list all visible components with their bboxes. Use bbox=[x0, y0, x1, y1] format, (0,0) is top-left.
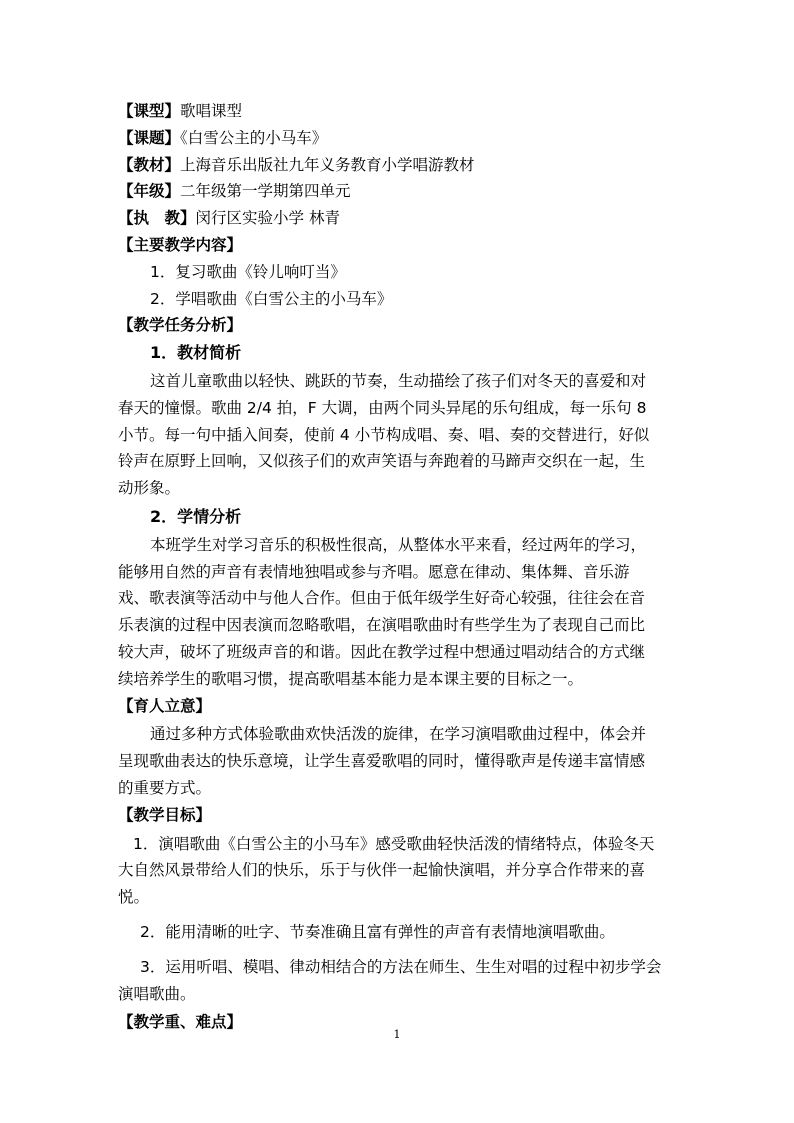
education-intent-heading: 【育人立意】 bbox=[118, 696, 212, 715]
meta-value: 歌唱课型 bbox=[180, 102, 243, 120]
paragraph-line: 铃声在原野上回响，又似孩子们的欢声笑语与奔跑着的马蹄声交织在一起，生 bbox=[118, 452, 646, 471]
goal-line: 1．演唱歌曲《白雪公主的小马车》感受歌曲轻快活泼的情绪特点，体验冬天 bbox=[133, 834, 655, 853]
goal-line: 3．运用听唱、模唱、律动相结合的方法在师生、生生对唱的过程中初步学会 bbox=[140, 957, 662, 976]
paragraph-line: 通过多种方式体验歌曲欢快活泼的旋律，在学习演唱歌曲过程中，体会并 bbox=[150, 725, 647, 744]
paragraph-line: 动形象。 bbox=[118, 479, 181, 498]
meta-teacher bbox=[118, 207, 678, 230]
meta-value: 《白雪公主的小马车》 bbox=[180, 128, 328, 147]
spacer bbox=[118, 946, 678, 954]
meta-value: 上海音乐出版社九年义务教育小学唱游教材 bbox=[180, 155, 475, 174]
paragraph-line: 小节。每一句中插入间奏，使前 4 小节构成唱、奏、唱、奏的交替进行，好似 bbox=[118, 425, 650, 444]
meta-value: 二年级第一学期第四单元 bbox=[180, 182, 351, 201]
meta-label: 【执 教】 bbox=[118, 209, 196, 228]
paragraph-line: 乐表演的过程中因表演而忽略歌唱，在演唱歌曲时有些学生为了表现自己而比 bbox=[118, 616, 646, 635]
paragraph-line: 戏、歌表演等活动中与他人合作。但由于低年级学生好奇心较强，往往会在音 bbox=[118, 589, 646, 608]
main-content-item: 2．学唱歌曲《白雪公主的小马车》 bbox=[150, 289, 393, 308]
material-analysis-paragraph bbox=[118, 368, 678, 502]
learner-analysis-title: 2．学情分析 bbox=[150, 506, 242, 526]
goal-item bbox=[118, 919, 678, 946]
paragraph-line: 这首儿童歌曲以轻快、跳跃的节奏，生动描绘了孩子们对冬天的喜爱和对 bbox=[150, 371, 647, 390]
spacer bbox=[118, 911, 678, 919]
goal-line: 演唱歌曲。 bbox=[118, 984, 196, 1003]
meta-grade bbox=[118, 180, 678, 203]
paragraph-line: 较大声，破坏了班级声音的和谐。因此在教学过程中想通过唱动结合的方式继 bbox=[118, 642, 646, 661]
meta-label: 【课型】 bbox=[118, 102, 181, 120]
goals-heading: 【教学目标】 bbox=[118, 805, 212, 824]
education-intent-paragraph bbox=[118, 721, 678, 801]
goal-item bbox=[118, 831, 678, 911]
key-points-heading: 【教学重、难点】 bbox=[118, 1013, 243, 1032]
main-content-item: 1．复习歌曲《铃儿响叮当》 bbox=[150, 262, 346, 281]
meta-value: 闵行区实验小学 林青 bbox=[195, 209, 340, 228]
meta-label: 【课题】 bbox=[118, 128, 181, 147]
meta-label: 【教材】 bbox=[118, 155, 181, 174]
paragraph-line: 春天的憧憬。歌曲 2/4 拍，F 大调，由两个同头异尾的乐句组成，每一乐句 8 bbox=[118, 398, 647, 417]
paragraph-line: 能够用自然的声音有表情地独唱或参与齐唱。愿意在律动、集体舞、音乐游 bbox=[118, 562, 630, 581]
meta-topic bbox=[118, 127, 678, 150]
lesson-plan-body bbox=[118, 100, 678, 1038]
learner-analysis-paragraph bbox=[118, 532, 678, 693]
paragraph-line: 的重要方式。 bbox=[118, 778, 212, 797]
paragraph-line: 呈现歌曲表达的快乐意境，让学生喜爱歌唱的同时，懂得歌声是传递丰富情感 bbox=[118, 752, 646, 771]
material-analysis-title: 1．教材简析 bbox=[150, 343, 242, 363]
goal-line: 大自然风景带给人们的快乐，乐于与伙伴一起愉快演唱，并分享合作带来的喜 bbox=[118, 861, 646, 880]
meta-label: 【年级】 bbox=[118, 182, 181, 201]
main-content-heading: 【主要教学内容】 bbox=[118, 235, 243, 254]
goal-line: 悦。 bbox=[118, 888, 150, 907]
meta-lesson-type bbox=[118, 100, 678, 123]
task-analysis-heading: 【教学任务分析】 bbox=[118, 316, 243, 335]
goal-line: 2．能用清晰的吐字、节奏准确且富有弹性的声音有表情地演唱歌曲。 bbox=[140, 922, 615, 941]
paragraph-line: 续培养学生的歌唱习惯，提高歌唱基本能力是本课主要的目标之一。 bbox=[118, 669, 584, 688]
page-number: 1 bbox=[393, 1028, 401, 1041]
goal-item bbox=[118, 954, 678, 1008]
meta-textbook bbox=[118, 154, 678, 177]
paragraph-line: 本班学生对学习音乐的积极性很高，从整体水平来看，经过两年的学习， bbox=[150, 535, 647, 554]
